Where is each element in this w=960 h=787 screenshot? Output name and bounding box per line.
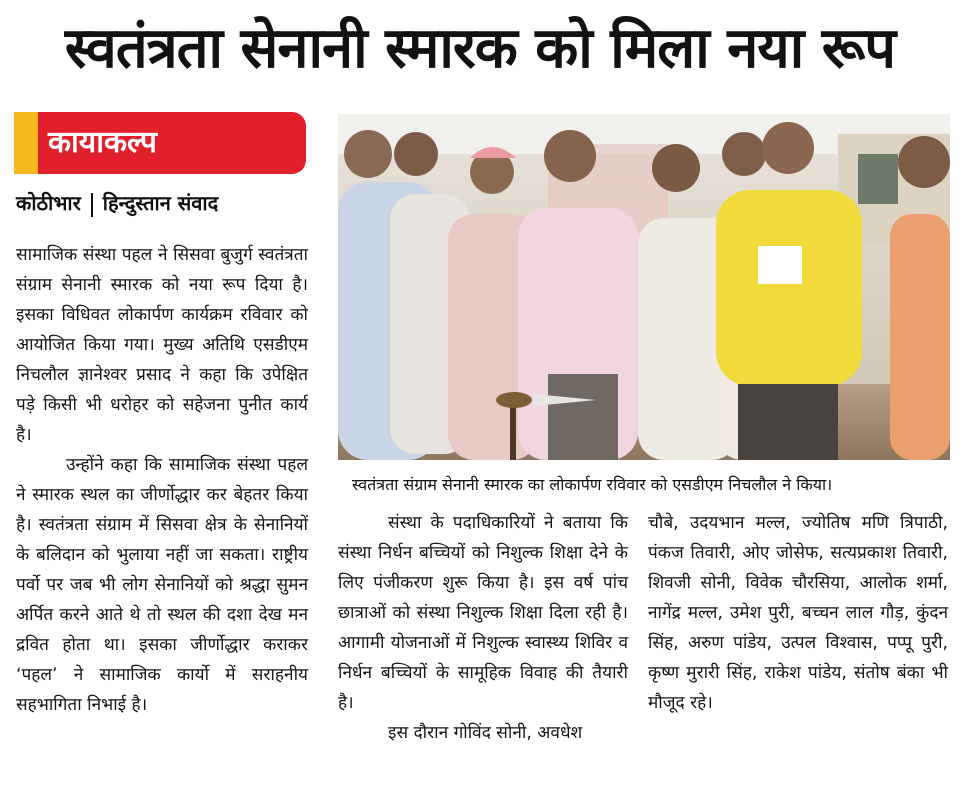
article-column-2 <box>338 508 628 748</box>
paragraph-3: संस्था के पदाधिकारियों ने बताया कि संस्था निर्धन बच्चियों को निशुल्क शिक्षा देने के लिए पंजीकरण शुरू किया है। इस वर्ष पांच छात्राओं को संस्था निशुल्क शिक्षा दिला रही है। आगामी योजनाओं में निशुल्क स्वास्थ्य शिविर व निर्धन बच्चियों के सामूहिक विवाह की तैयारी है। <box>338 513 628 713</box>
dateline-source: हिन्दुस्तान संवाद <box>102 191 219 215</box>
article-column-1 <box>16 240 308 720</box>
paragraph-2: उन्होंने कहा कि सामाजिक संस्था पहल ने स्मारक स्थल का जीर्णोद्धार कर बेहतर किया है। स्वतंत्रता संग्राम में सिसवा क्षेत्र के सेनानियों के बलिदान को भुलाया नहीं जा सकता। राष्ट्रीय पर्वो पर जब भी लोग सेनानियों को श्रद्धा सुमन अर्पित करने आते थे तो स्थल की दशा देख मन द्रवित होता था। इसका जीर्णोद्धार कराकर ‘पहल’ ने सामाजिक कार्यो में सराहनीय सहभागिता निभाई है। <box>16 455 308 715</box>
paragraph-4: इस दौरान गोविंद सोनी, अवधेश <box>388 723 583 743</box>
dateline <box>16 186 218 220</box>
headline: स्वतंत्रता सेनानी स्मारक को मिला नया रूप <box>64 16 896 81</box>
section-tag-label: कायाकल्प <box>48 125 157 160</box>
news-photo <box>338 114 950 460</box>
paragraph-5: चौबे, उदयभान मल्ल, ज्योतिष मणि त्रिपाठी, पंकज तिवारी, ओए जोसेफ, सत्यप्रकाश तिवारी, शिवजी सोनी, विवेक चौरसिया, आलोक शर्मा, नागेंद्र मल्ल, उमेश पुरी, बच्चन लाल गौड़, कुंदन सिंह, अरुण पांडेय, उत्पल विश्वास, पप्पू पुरी, कृष्ण मुरारी सिंह, राकेश पांडेय, संतोष बंका भी मौजूद रहे। <box>648 513 948 713</box>
photo-caption: स्वतंत्रता संग्राम सेनानी स्मारक का लोकार्पण रविवार को एसडीएम निचलौल ने किया। <box>352 475 833 494</box>
paragraph-1: सामाजिक संस्था पहल ने सिसवा बुजुर्ग स्वतंत्रता संग्राम सेनानी स्मारक को नया रूप दिया है। इसका विधिवत लोकार्पण कार्यक्रम रविवार को आयोजित किया गया। मुख्य अतिथि एसडीएम निचलौल ज्ञानेश्वर प्रसाद ने कहा कि उपेक्षित पड़े किसी भी धरोहर को सहेजना पुनीत कार्य है। <box>16 245 308 445</box>
section-tag-accent <box>14 112 38 174</box>
event-photo-illustration <box>338 114 950 460</box>
article-column-3 <box>648 508 948 718</box>
dateline-separator <box>91 193 93 217</box>
dateline-place: कोठीभार <box>16 191 81 215</box>
